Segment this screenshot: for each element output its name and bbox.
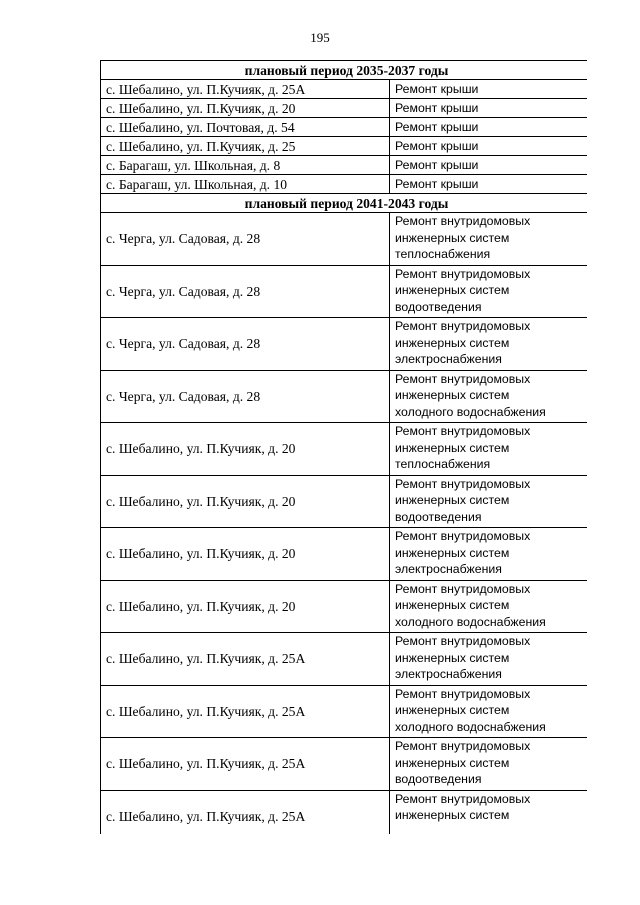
work-type-cell [390,99,588,118]
work-type-line: Ремонт крыши [395,81,479,96]
address-cell: с. Черга, ул. Садовая, д. 28 [101,265,390,318]
work-type-cell [390,685,588,738]
period-heading: плановый период 2035-2037 годы [101,61,588,80]
table-row [101,137,588,156]
table-row [101,528,588,581]
work-type-line: водоотведения [395,299,482,314]
table-row [101,213,588,266]
address-cell: с. Шебалино, ул. П.Кучияк, д. 20 [101,580,390,633]
repair-plan-table-container [100,60,587,834]
table-row [101,633,588,686]
table-row [101,99,588,118]
work-type-cell [390,790,588,834]
address-cell: с. Барагаш, ул. Школьная, д. 8 [101,156,390,175]
work-type-line: электроснабжения [395,667,502,682]
work-type-line: Ремонт внутридомовых [395,529,531,543]
work-type-line: теплоснабжения [395,247,491,262]
work-type-line: инженерных систем [395,283,510,298]
address-cell: с. Шебалино, ул. П.Кучияк, д. 25 [101,137,390,156]
work-type-line: холодного водоснабжения [395,404,546,419]
table-row [101,265,588,318]
work-type-cell [390,318,588,371]
work-type-line: электроснабжения [395,562,502,577]
address-cell: с. Черга, ул. Садовая, д. 28 [101,370,390,423]
work-type-line: Ремонт внутридомовых [395,581,531,596]
work-type-cell [390,475,588,528]
work-type-cell [390,118,588,137]
address-cell: с. Шебалино, ул. П.Кучияк, д. 20 [101,423,390,476]
work-type-line: инженерных систем [395,598,510,613]
address-cell: с. Черга, ул. Садовая, д. 28 [101,213,390,266]
work-type-line: Ремонт крыши [395,100,479,115]
work-type-cell [390,633,588,686]
address-cell: с. Шебалино, ул. П.Кучияк, д. 20 [101,528,390,581]
work-type-line: Ремонт внутридомовых [395,319,531,333]
work-type-cell [390,156,588,175]
period-heading: плановый период 2041-2043 годы [101,194,588,213]
work-type-line: Ремонт внутридомовых [395,266,531,281]
work-type-line: инженерных систем [395,755,510,770]
address-cell: с. Шебалино, ул. Почтовая, д. 54 [101,118,390,137]
work-type-line: Ремонт крыши [395,119,479,134]
table-row [101,370,588,423]
address-cell: с. Шебалино, ул. П.Кучияк, д. 25А [101,80,390,99]
table-row [101,80,588,99]
work-type-cell [390,370,588,423]
table-row [101,156,588,175]
address-cell: с. Шебалино, ул. П.Кучияк, д. 25А [101,633,390,686]
work-type-cell [390,137,588,156]
work-type-line: холодного водоснабжения [395,719,546,734]
work-type-cell [390,423,588,476]
work-type-cell [390,265,588,318]
work-type-line: инженерных систем [395,650,510,665]
work-type-line: инженерных систем [395,808,510,823]
work-type-line: Ремонт внутридомовых [395,634,531,648]
table-row [101,738,588,791]
table-row [101,423,588,476]
address-cell: с. Шебалино, ул. П.Кучияк, д. 25А [101,738,390,791]
work-type-cell [390,80,588,99]
work-type-line: Ремонт внутридомовых [395,476,531,491]
work-type-line: Ремонт внутридомовых [395,686,531,701]
work-type-cell [390,528,588,581]
table-row [101,318,588,371]
work-type-line: инженерных систем [395,545,510,560]
address-cell: с. Шебалино, ул. П.Кучияк, д. 20 [101,99,390,118]
repair-plan-table [100,60,587,834]
work-type-line: водоотведения [395,509,482,524]
work-type-cell [390,580,588,633]
address-cell: с. Черга, ул. Садовая, д. 28 [101,318,390,371]
table-row [101,118,588,137]
address-cell: с. Барагаш, ул. Школьная, д. 10 [101,175,390,194]
work-type-line: Ремонт внутридомовых [395,739,531,753]
work-type-line: инженерных систем [395,493,510,508]
work-type-line: Ремонт крыши [395,138,479,153]
work-type-line: Ремонт внутридомовых [395,371,531,386]
work-type-line: водоотведения [395,772,482,787]
work-type-line: инженерных систем [395,440,510,455]
work-type-line: инженерных систем [395,230,510,245]
table-row [101,685,588,738]
page-number: 195 [310,30,330,45]
work-type-line: инженерных систем [395,388,510,403]
table-row [101,475,588,528]
address-cell: с. Шебалино, ул. П.Кучияк, д. 25А [101,790,390,834]
work-type-line: Ремонт крыши [395,176,479,191]
work-type-cell [390,213,588,266]
period-heading-row [101,194,588,213]
work-type-line: инженерных систем [395,335,510,350]
address-cell: с. Шебалино, ул. П.Кучияк, д. 20 [101,475,390,528]
work-type-line: холодного водоснабжения [395,614,546,629]
work-type-line: электроснабжения [395,352,502,367]
table-body [101,61,588,835]
work-type-line: Ремонт крыши [395,157,479,172]
work-type-cell [390,738,588,791]
work-type-line: инженерных систем [395,703,510,718]
period-heading-row [101,61,588,80]
work-type-cell [390,175,588,194]
work-type-line: теплоснабжения [395,457,491,472]
address-cell: с. Шебалино, ул. П.Кучияк, д. 25А [101,685,390,738]
table-row [101,580,588,633]
work-type-line: Ремонт внутридомовых [395,791,531,806]
work-type-line: Ремонт внутридомовых [395,214,531,228]
work-type-line: Ремонт внутридомовых [395,424,531,438]
table-row [101,175,588,194]
table-row [101,790,588,834]
